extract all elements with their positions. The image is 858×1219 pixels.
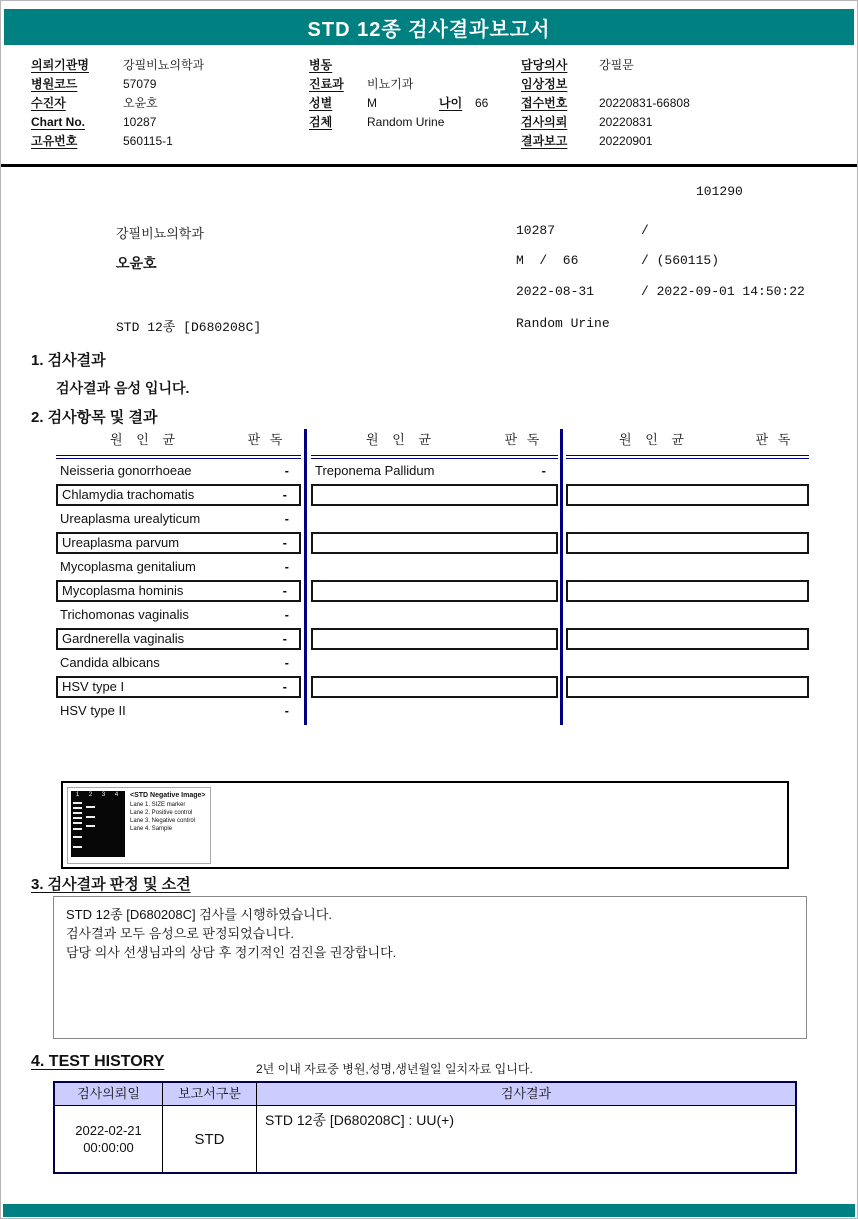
organism-row [566, 555, 809, 579]
reading-header-label: 판 독 [755, 432, 791, 447]
organism-name: Ureaplasma parvum [62, 535, 180, 550]
comment-box [53, 896, 807, 1039]
field-value: 10287 [123, 115, 157, 129]
gel-legend-line: Lane 3. Negative control [130, 818, 196, 824]
organism-result-table [56, 429, 809, 725]
organism-result: - [284, 607, 289, 622]
field-value: 비뇨기과 [367, 77, 414, 91]
field-value: 66 [475, 96, 489, 110]
gel-band [86, 816, 95, 818]
gel-lane-number: 3 [101, 792, 106, 798]
organism-name: HSV type I [62, 679, 125, 694]
field-value: 20220831-66808 [599, 96, 690, 110]
history-table [53, 1081, 797, 1174]
organism-row [56, 532, 301, 554]
gel-lane-number: 4 [114, 792, 119, 798]
organism-name: Treponema Pallidum [315, 463, 435, 478]
gel-image [71, 791, 125, 857]
field-label: 나이 [439, 96, 463, 110]
organism-name [566, 463, 570, 478]
organism-name: Ureaplasma urealyticum [60, 511, 201, 526]
organism-name: Mycoplasma genitalium [60, 559, 196, 574]
header-right-column [521, 56, 831, 151]
organism-row [566, 603, 809, 627]
organism-row [311, 628, 558, 650]
gel-band [73, 802, 82, 804]
gel-band [73, 822, 82, 824]
field-label: 병동 [309, 58, 333, 72]
gel-lane-number: 1 [75, 792, 80, 798]
field-label: 접수번호 [521, 96, 568, 110]
organism-row [311, 532, 558, 554]
history-header-cell: 검사결과 [500, 1086, 552, 1101]
field-value: Random Urine [367, 115, 445, 129]
header-field [31, 94, 306, 113]
organism-header-label: 원 인 균 [110, 432, 175, 447]
organism-name: Mycoplasma hominis [62, 583, 184, 598]
gel-legend-line: Lane 4. Sample [130, 826, 173, 832]
organism-row [566, 676, 809, 698]
organism-row [311, 555, 558, 579]
summary-right-value: / [641, 223, 649, 238]
organism-header-label: 원 인 균 [619, 432, 684, 447]
organism-row [311, 699, 558, 723]
organism-row [311, 459, 558, 483]
organism-row [566, 651, 809, 675]
organism-result: - [282, 679, 287, 694]
summary-row [1, 253, 857, 273]
organism-name: Trichomonas vaginalis [60, 607, 189, 622]
organism-name [566, 559, 570, 574]
gel-lane [84, 791, 97, 857]
organism-row [311, 676, 558, 698]
history-row [55, 1106, 795, 1172]
reading-header-label: 판 독 [504, 432, 540, 447]
header-left-column [31, 56, 306, 151]
comment-line: 검사결과 모두 음성으로 판정되었습니다. [66, 926, 294, 941]
field-label: Chart No. [31, 115, 85, 129]
organism-row [56, 459, 301, 483]
field-value: M [367, 96, 377, 110]
header-divider-rule [1, 164, 857, 167]
summary-middle-value: Random Urine [516, 316, 610, 331]
header-field [521, 75, 831, 94]
organism-name [313, 535, 317, 550]
organism-row [311, 651, 558, 675]
organism-row [566, 580, 809, 602]
header-field [309, 75, 519, 94]
summary-row [1, 284, 857, 304]
history-date-cell: 2022-02-21 00:00:00 [55, 1106, 163, 1172]
header-field [31, 113, 306, 132]
organism-row [56, 580, 301, 602]
organism-row [311, 507, 558, 531]
organism-name [313, 583, 317, 598]
field-value: 20220901 [599, 134, 653, 148]
organism-name [311, 655, 315, 670]
field-value: 560115-1 [123, 134, 173, 148]
organism-name [311, 559, 315, 574]
field-label: 임상정보 [521, 77, 568, 91]
organism-row [566, 699, 809, 723]
summary-middle-value: 2022-08-31 [516, 284, 595, 299]
gel-legend-line: Lane 2. Positive control [130, 810, 193, 816]
organism-name [313, 679, 317, 694]
header-field [521, 94, 831, 113]
organism-row [566, 459, 809, 483]
header-field [521, 132, 831, 151]
organism-result: - [284, 703, 289, 718]
organism-result: - [282, 487, 287, 502]
summary-left-value: STD 12종 [D680208C] [116, 320, 262, 335]
section3-heading: 3. 검사결과 판정 및 소견 [31, 876, 191, 893]
organism-name: Neisseria gonorrhoeae [60, 463, 192, 478]
organism-column [566, 429, 809, 723]
organism-row [56, 555, 301, 579]
header-field [31, 75, 306, 94]
field-label: 결과보고 [521, 134, 568, 148]
header-field [31, 132, 306, 151]
section2-heading: 2. 검사항목 및 결과 [31, 409, 158, 426]
field-value: 강필비뇨의학과 [123, 58, 205, 72]
organism-column-header [56, 429, 301, 459]
patient-summary [1, 184, 857, 349]
history-type-cell: STD [163, 1106, 257, 1172]
organism-result: - [284, 463, 289, 478]
organism-row [56, 484, 301, 506]
organism-row [566, 628, 809, 650]
header-field [309, 94, 519, 113]
organism-result: - [284, 559, 289, 574]
organism-result: - [282, 535, 287, 550]
organism-column [311, 429, 558, 723]
organism-name [311, 511, 315, 526]
gel-lane [71, 791, 84, 857]
gel-caption: <STD Negative Image> [130, 792, 206, 799]
field-label: 수진자 [31, 96, 66, 110]
gel-legend-line: Lane 1. SIZE marker [130, 802, 186, 808]
field-value: 오윤호 [123, 96, 158, 110]
organism-result: - [541, 463, 546, 478]
field-value: 57079 [123, 77, 157, 91]
history-header-row [55, 1083, 795, 1106]
summary-left-value: 강필비뇨의학과 [116, 227, 204, 242]
summary-right-value: / (560115) [641, 253, 720, 268]
organism-name [566, 511, 570, 526]
section4-heading: 4. TEST HISTORY [31, 1053, 165, 1070]
section4-note: 2년 이내 자료중 병원,성명,생년월일 일치자료 입니다. [256, 1062, 533, 1076]
gel-band [73, 817, 82, 819]
header-field [309, 113, 519, 132]
summary-row [1, 223, 857, 243]
column-divider [304, 429, 307, 725]
summary-row [1, 316, 857, 336]
field-label: 성별 [309, 96, 333, 110]
field-label: 병원코드 [31, 77, 78, 91]
organism-row [311, 580, 558, 602]
field-label: 고유번호 [31, 134, 78, 148]
organism-name [568, 679, 572, 694]
gel-band [73, 812, 82, 814]
organism-name [311, 703, 315, 718]
footer-bar [3, 1204, 855, 1217]
organism-row [566, 507, 809, 531]
organism-name [566, 607, 570, 622]
field-label: 검사의뢰 [521, 115, 568, 129]
organism-name [568, 535, 572, 550]
summary-middle-value: M / 66 [516, 253, 579, 268]
organism-row [56, 603, 301, 627]
organism-row [56, 507, 301, 531]
organism-row [56, 628, 301, 650]
header-field [31, 56, 306, 75]
gel-image-frame [67, 787, 211, 864]
field-value: 20220831 [599, 115, 653, 129]
organism-row [566, 532, 809, 554]
field-value: 강필문 [599, 58, 634, 72]
organism-row [311, 603, 558, 627]
organism-row [311, 484, 558, 506]
field-label: 검체 [309, 115, 333, 129]
organism-column [56, 429, 301, 723]
history-header-cell: 보고서구분 [163, 1083, 257, 1105]
organism-column-header [311, 429, 558, 459]
gel-band [86, 806, 95, 808]
gel-band [73, 828, 82, 830]
history-header-cell: 검사의뢰일 [55, 1083, 163, 1105]
section1-heading: 1. 검사결과 [31, 352, 106, 369]
gel-band [73, 846, 82, 848]
organism-row [56, 651, 301, 675]
field-label: 의뢰기관명 [31, 58, 89, 72]
header-field [521, 113, 831, 132]
organism-name [313, 487, 317, 502]
organism-row [56, 699, 301, 723]
organism-column-header [566, 429, 809, 459]
header-field [521, 56, 831, 75]
organism-name [566, 655, 570, 670]
gel-image-panel [61, 781, 789, 869]
gel-band [73, 836, 82, 838]
organism-name: Candida albicans [60, 655, 160, 670]
organism-name [311, 607, 315, 622]
summary-right-value: / 2022-09-01 14:50:22 [641, 284, 805, 299]
report-title-bar [4, 9, 854, 45]
reading-header-label: 판 독 [247, 432, 283, 447]
organism-row [56, 676, 301, 698]
organism-header-label: 원 인 균 [366, 432, 431, 447]
history-result-cell: STD 12종 [D680208C] : UU(+) [265, 1112, 454, 1128]
field-label: 담당의사 [521, 58, 568, 72]
organism-result: - [284, 655, 289, 670]
gel-lane [110, 791, 123, 857]
organism-name: Chlamydia trachomatis [62, 487, 195, 502]
organism-name [313, 631, 317, 646]
comment-line: 담당 의사 선생님과의 상담 후 정기적인 검진을 권장합니다. [66, 945, 397, 960]
organism-result: - [284, 511, 289, 526]
gel-band [86, 825, 95, 827]
organism-name: HSV type II [60, 703, 126, 718]
header-field [309, 56, 519, 75]
organism-row [566, 484, 809, 506]
document-number: 101290 [696, 184, 743, 199]
comment-line: STD 12종 [D680208C] 검사를 시행하였습니다. [66, 907, 333, 922]
report-title: STD 12종 검사결과보고서 [307, 18, 551, 41]
column-divider [560, 429, 563, 725]
summary-middle-value: 10287 [516, 223, 556, 238]
gel-lane-number: 2 [88, 792, 93, 798]
organism-name [568, 631, 572, 646]
field-label: 진료과 [309, 77, 344, 91]
gel-legend [130, 792, 205, 833]
gel-lane [97, 791, 110, 857]
organism-name [568, 583, 572, 598]
organism-result: - [282, 583, 287, 598]
organism-result: - [282, 631, 287, 646]
organism-name [566, 703, 570, 718]
summary-left-value: 오윤호 [116, 257, 157, 273]
organism-name [568, 487, 572, 502]
header-middle-column [309, 56, 519, 132]
organism-name: Gardnerella vaginalis [62, 631, 185, 646]
gel-band [73, 807, 82, 809]
section1-result-text: 검사결과 음성 입니다. [56, 380, 190, 396]
